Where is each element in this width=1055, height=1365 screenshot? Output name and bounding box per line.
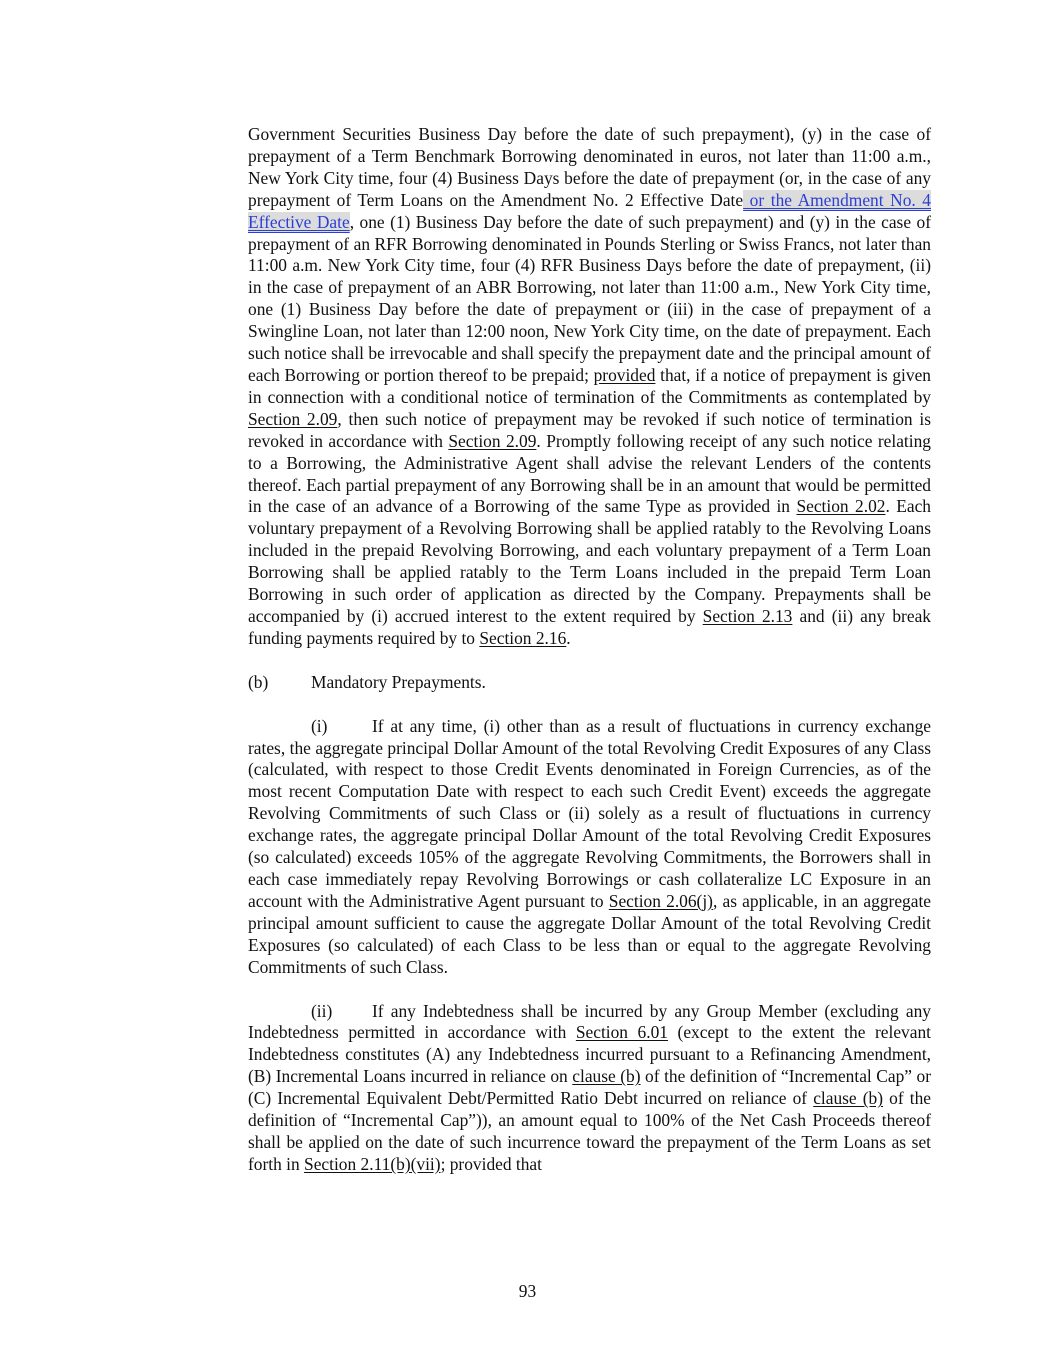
text-run: and (ii) any break funding payments required by to — [248, 605, 931, 648]
paragraph-clause-ii — [248, 1001, 931, 1176]
section-reference: Section 2.09 — [248, 408, 338, 429]
section-reference: Section 2.11(b)(vii) — [304, 1153, 441, 1174]
document-page — [248, 124, 931, 1176]
clause-label: (ii) — [311, 1000, 333, 1021]
clause-label: (i) — [311, 715, 328, 736]
text-run: Government Securities Business Day before the date of such prepayment), (y) in the case of prepayment of a Term Benchmark Borrowing denominated in euros, not later than 11:00 a.m., New York City time, four (4) Business Days before the date of prepayment (or, in the case of any prepayment of Term Loans on the Amendment No. 2 Effective Date — [248, 124, 931, 210]
text-run: . — [566, 627, 571, 648]
paragraph-prepayment-notice — [248, 124, 931, 650]
section-reference: Section 2.09 — [448, 430, 537, 451]
page-number: 93 — [518, 1281, 537, 1301]
section-reference: Section 2.06(j) — [608, 890, 713, 911]
text-run: . Each voluntary prepayment of a Revolving Borrowing shall be applied ratably to the Revolving Loans included in the prepaid Revolving Borrowing, and each voluntary prepayment of a Term Loan Borrowing shall be applied ratably to the Term Loans included in the prepaid Term Loan Borrowing in such order of application as directed by the Company. Prepayments shall be accompanied by (i) accrued interest to the extent required by — [248, 496, 931, 626]
text-run: (except to the extent the relevant Indebtedness constitutes (A) any Indebtedness incurred pursuant to a Refinancing Amendment, (B) Incremental Loans incurred in reliance on — [248, 1022, 931, 1087]
text-run: If any Indebtedness shall be incurred by any Group Member (excluding any Indebtedness permitted in accordance with — [248, 1000, 931, 1043]
inserted-amendment-text[interactable]: or the Amendment No. 4 Effective Date — [248, 189, 932, 232]
text-run: If at any time, (i) other than as a result of fluctuations in currency exchange rates, the aggregate principal Dollar Amount of the total Revolving Credit Exposures of any Class (calculated, with respect to those Credit Events denominated in Foreign Currencies, as of the most recent Computation Date with respect to each such Credit Event) exceeds the aggregate Revolving Commitments of such Class or (ii) solely as a result of fluctuations in currency exchange rates, the aggregate principal Dollar Amount of the total Revolving Credit Exposures (so calculated) exceeds 105% of the aggregate Revolving Commitments, the Borrowers shall in each case immediately repay Revolving Borrowings or cash collateralize LC Exposure in an account with the Administrative Agent pursuant to — [248, 715, 931, 911]
text-run: of the definition of “Incremental Cap”)), an amount equal to 100% of the Net Cash Proceeds thereof shall be applied on the date of such incurrence toward the prepayment of the Term Loans as set forth in — [248, 1088, 931, 1174]
provided-term: provided — [593, 364, 656, 385]
text-run: ; provided that — [440, 1153, 542, 1174]
section-reference: Section 2.02 — [796, 496, 886, 517]
section-reference: Section 2.16 — [479, 627, 567, 648]
text-run: that, if a notice of prepayment is given in connection with a conditional notice of termination of the Commitments as contemplated by — [248, 364, 931, 407]
text-run: , then such notice of prepayment may be revoked if such notice of termination is revoked in accordance with — [248, 408, 931, 451]
text-run: . Promptly following receipt of any such notice relating to a Borrowing, the Administrative Agent shall advise the relevant Lenders of the contents thereof. Each partial prepayment of any Borrowing shall be in an amount that would be permitted in the case of an advance of a Borrowing of the same Type as provided in — [248, 430, 931, 517]
paragraph-clause-i — [248, 716, 931, 979]
subsection-heading-b — [248, 672, 931, 694]
section-reference: Section 6.01 — [575, 1022, 668, 1043]
subsection-label: (b) — [248, 671, 269, 692]
text-run: , as applicable, in an aggregate principal amount sufficient to cause the aggregate Dollar Amount of the total Revolving Credit Exposures (so calculated) of each Class to be less than or equal to the aggregate Revolving Commitments of such Class. — [248, 890, 931, 977]
text-run: of the definition of “Incremental Cap” or (C) Incremental Equivalent Debt/Permitted Ratio Debt incurred on reliance of — [248, 1066, 932, 1109]
subsection-title: Mandatory Prepayments. — [311, 671, 486, 692]
clause-reference: clause (b) — [813, 1088, 884, 1109]
clause-reference: clause (b) — [572, 1066, 641, 1087]
section-reference: Section 2.13 — [702, 605, 793, 626]
text-run: , one (1) Business Day before the date of such prepayment) and (y) in the case of prepayment of an RFR Borrowing denominated in Pounds Sterling or Swiss Francs, not later than 11:00 a.m. New York City time, four (4) RFR Business Days before the date of prepayment, (ii) in the case of prepayment of an ABR Borrowing, not later than 11:00 a.m., New York City time, one (1) Business Day before the date of prepayment or (iii) in the case of prepayment of a Swingline Loan, not later than 12:00 noon, New York City time, on the date of prepayment. Each such notice shall be irrevocable and shall specify the prepayment date and the principal amount of each Borrowing or portion thereof to be prepaid; — [248, 211, 931, 385]
